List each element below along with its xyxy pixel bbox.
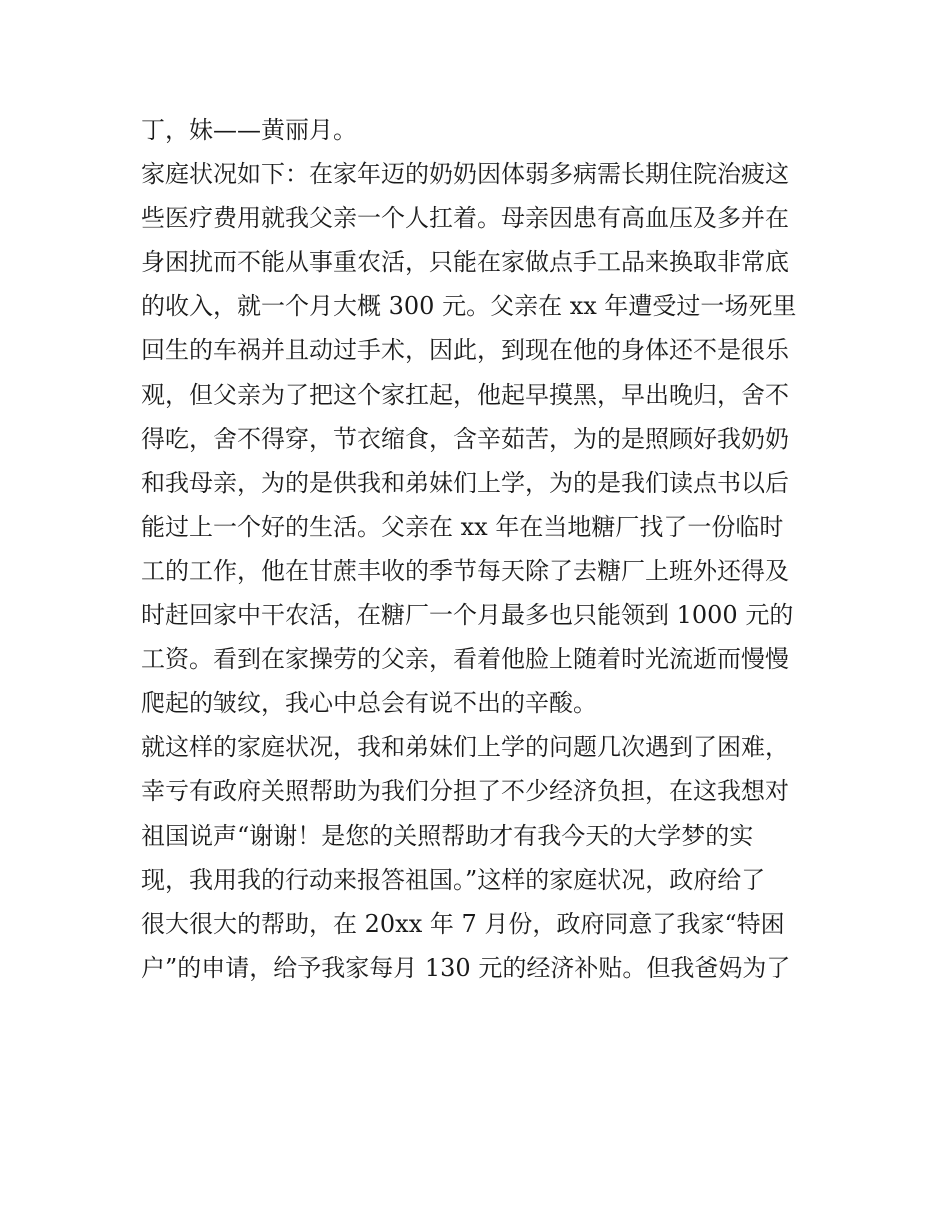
text-line: 时赶回家中干农活，在糖厂一个月最多也只能领到 1000 元的 bbox=[141, 601, 794, 630]
text-line: 得吃，舍不得穿，节衣缩食，含辛茹苦，为的是照顾好我奶奶 bbox=[141, 424, 789, 453]
text-line: 观，但父亲为了把这个家扛起，他起早摸黑，早出晚归，舍不 bbox=[141, 380, 789, 409]
text-line: 就这样的家庭状况，我和弟妹们上学的问题几次遇到了困难， bbox=[141, 733, 789, 762]
text-line: 爬起的皱纹，我心中总会有说不出的辛酸。 bbox=[141, 689, 597, 718]
text-line: 回生的车祸并且动过手术，因此，到现在他的身体还不是很乐 bbox=[141, 336, 789, 365]
text-line: 丁，妹——黄丽月。 bbox=[141, 116, 357, 144]
text-line: 工资。看到在家操劳的父亲，看着他脸上随着时光流逝而慢慢 bbox=[141, 645, 789, 674]
text-line: 身困扰而不能从事重农活，只能在家做点手工品来换取非常底 bbox=[141, 248, 789, 277]
text-line: 些医疗费用就我父亲一个人扛着。母亲因患有高血压及多并在 bbox=[141, 204, 789, 233]
body-text bbox=[141, 108, 841, 990]
text-line: 的收入，就一个月大概 300 元。父亲在 xx 年遭受过一场死里 bbox=[141, 292, 797, 321]
text-line: 家庭状况如下：在家年迈的奶奶因体弱多病需长期住院治疲这 bbox=[141, 160, 789, 189]
text-line: 现，我用我的行动来报答祖国。”这样的家庭状况，政府给了 bbox=[141, 865, 766, 894]
text-line: 很大很大的帮助，在 20xx 年 7 月份，政府同意了我家“特困 bbox=[141, 909, 785, 938]
text-line: 能过上一个好的生活。父亲在 xx 年在当地糖厂找了一份临时 bbox=[141, 512, 784, 541]
text-line: 户”的申请，给予我家每月 130 元的经济补贴。但我爸妈为了 bbox=[141, 953, 791, 982]
text-line: 幸亏有政府关照帮助为我们分担了不少经济负担，在这我想对 bbox=[141, 777, 789, 806]
text-line: 祖国说声“谢谢！是您的关照帮助才有我今天的大学梦的实 bbox=[141, 821, 754, 850]
text-line: 工的工作，他在甘蔗丰收的季节每天除了去糖厂上班外还得及 bbox=[141, 556, 789, 585]
text-line: 和我母亲，为的是供我和弟妹们上学，为的是我们读点书以后 bbox=[141, 468, 789, 497]
